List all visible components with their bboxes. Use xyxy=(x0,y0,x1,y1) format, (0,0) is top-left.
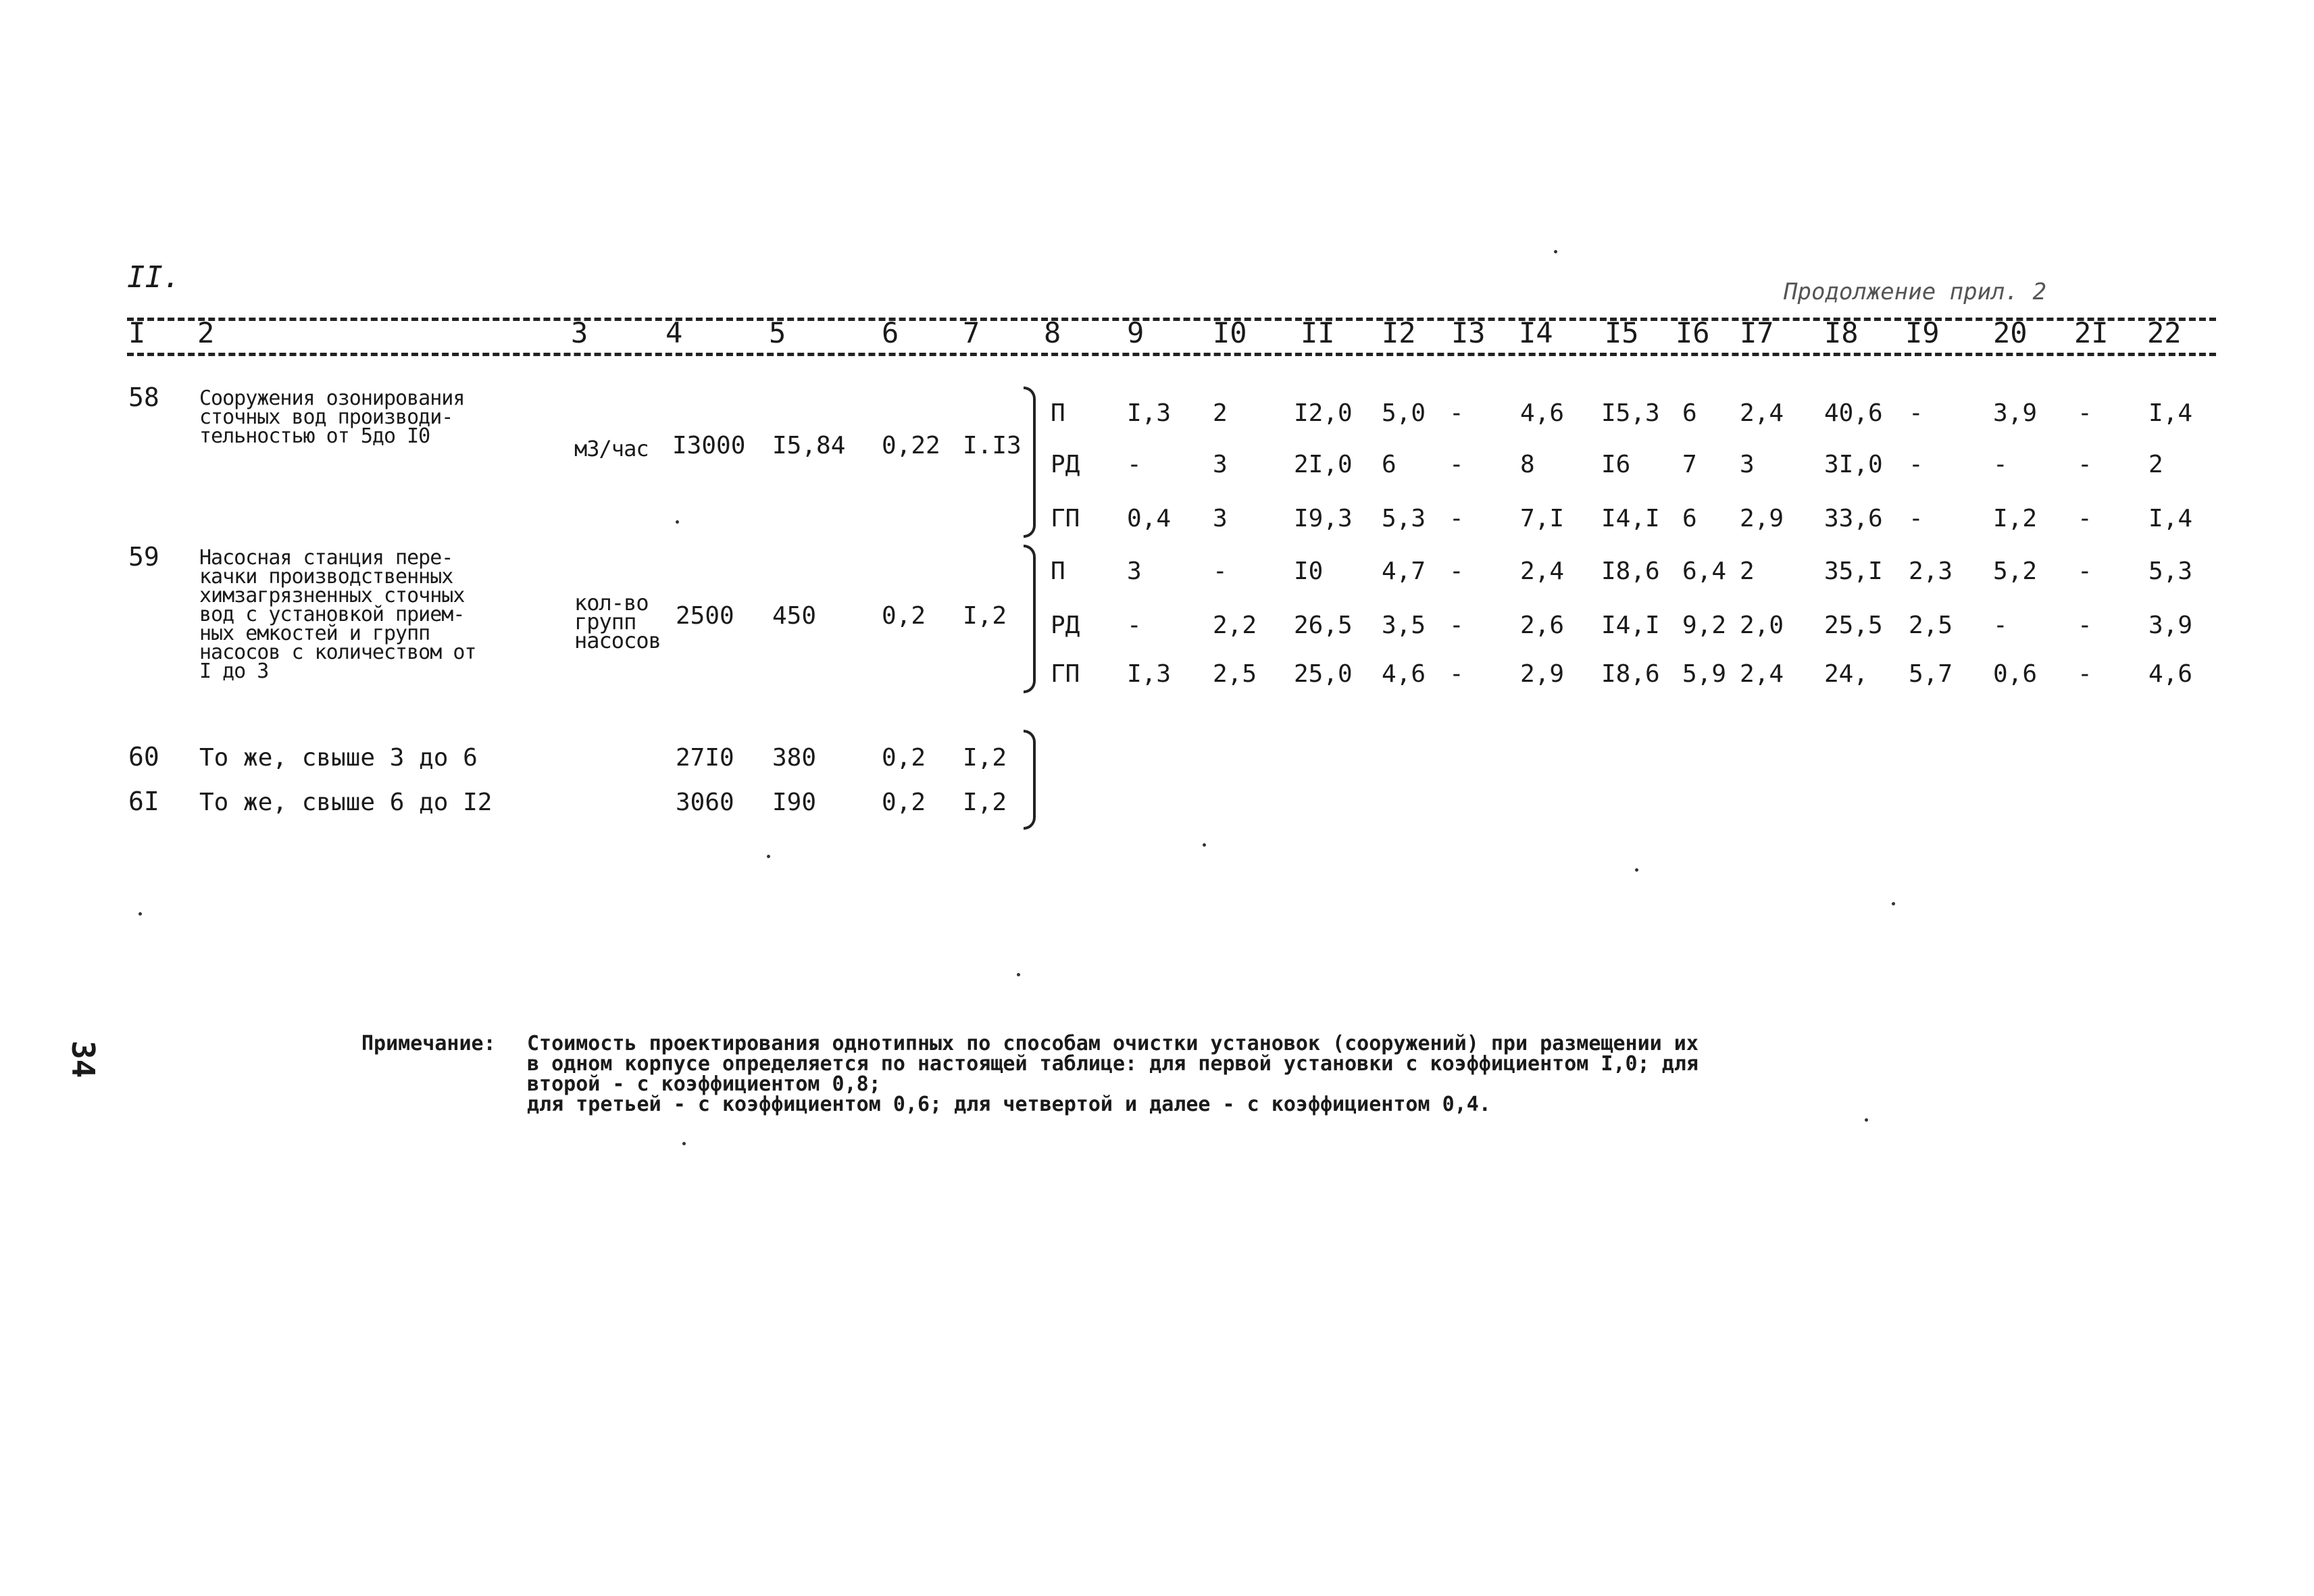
row-description: То же, свыше 3 до 6 xyxy=(199,744,478,772)
row-col4: 27I0 xyxy=(676,744,734,772)
row-col7: I,2 xyxy=(963,789,1007,816)
stage-value: 3I,0 xyxy=(1824,451,1883,478)
row-col4: 3060 xyxy=(676,789,734,816)
scan-speck xyxy=(1017,973,1020,976)
stage-value: 33,6 xyxy=(1824,505,1883,532)
column-number: 7 xyxy=(963,316,980,349)
column-number: I6 xyxy=(1676,316,1710,349)
row-col5: 380 xyxy=(772,744,817,772)
stage-value: - xyxy=(1993,451,2008,478)
stage-value: 2 xyxy=(1740,557,1755,585)
row-description: Насосная станция пере- качки производственных химзагрязненных сточных вод с установкой прием- ных емкостей и групп насосов с количеством от I до 3 xyxy=(199,546,476,683)
stage-value: 4,6 xyxy=(1382,660,1426,688)
side-page-number: 34 xyxy=(65,1041,101,1078)
stage-value: 2,5 xyxy=(1213,660,1257,688)
row-col6: 0,2 xyxy=(882,602,926,630)
stage-value: 2,4 xyxy=(1740,660,1784,688)
stage-label: П xyxy=(1051,399,1065,427)
stage-value: 25,0 xyxy=(1294,660,1353,688)
continuation-label: Продолжение прил. 2 xyxy=(1784,278,2046,305)
stage-value: 2I,0 xyxy=(1294,451,1353,478)
stage-value: 5,0 xyxy=(1382,399,1426,427)
stage-value: 2,6 xyxy=(1520,612,1565,639)
stage-value: 5,2 xyxy=(1993,557,2038,585)
stage-value: 2,5 xyxy=(1909,612,1953,639)
stage-value: 4,7 xyxy=(1382,557,1426,585)
stage-value: 2,3 xyxy=(1909,557,1953,585)
stage-value: 3,5 xyxy=(1382,612,1426,639)
stage-value: I4,I xyxy=(1601,612,1660,639)
stage-value: I5,3 xyxy=(1601,399,1660,427)
row-col7: I,2 xyxy=(963,602,1007,630)
row-col6: 0,22 xyxy=(882,432,940,459)
column-number: 3 xyxy=(571,316,588,349)
stage-value: 2 xyxy=(2148,451,2163,478)
stage-value: - xyxy=(1127,451,1142,478)
stage-value: 2,4 xyxy=(1520,557,1565,585)
column-number: II xyxy=(1301,316,1335,349)
column-number: 22 xyxy=(2147,316,2182,349)
stage-label: ГП xyxy=(1051,505,1080,532)
column-number: I0 xyxy=(1213,316,1247,349)
stage-value: 24, xyxy=(1824,660,1869,688)
stage-value: - xyxy=(2078,612,2092,639)
row-brace xyxy=(1024,386,1036,538)
column-number: 2 xyxy=(197,316,215,349)
column-number: I3 xyxy=(1451,316,1486,349)
stage-value: - xyxy=(1449,451,1464,478)
column-number: I2 xyxy=(1382,316,1416,349)
stage-value: I,4 xyxy=(2148,399,2193,427)
scan-speck xyxy=(682,1142,686,1145)
stage-value: 2,0 xyxy=(1740,612,1784,639)
scan-speck xyxy=(767,855,770,858)
scan-speck xyxy=(1554,250,1557,253)
scan-speck xyxy=(1635,868,1638,872)
row-unit: м3/час xyxy=(574,436,649,462)
stage-value: - xyxy=(2078,399,2092,427)
stage-value: 9,2 xyxy=(1682,612,1727,639)
stage-value: 40,6 xyxy=(1824,399,1883,427)
row-col6: 0,2 xyxy=(882,744,926,772)
stage-label: П xyxy=(1051,557,1065,585)
stage-value: - xyxy=(2078,660,2092,688)
stage-value: - xyxy=(1127,612,1142,639)
stage-value: 5,3 xyxy=(2148,557,2193,585)
column-number: I4 xyxy=(1519,316,1553,349)
column-number: I9 xyxy=(1905,316,1940,349)
stage-value: 3 xyxy=(1213,451,1228,478)
row-description: Сооружения озонирования сточных вод производи- тельностью от 5до I0 xyxy=(199,386,465,448)
stage-value: 2,9 xyxy=(1520,660,1565,688)
note-text: Стоимость проектирования однотипных по способам очистки установок (сооружений) при размещении их в одном корпусе определяется по настоящей таблице: для первой установки с коэффициентом I,0; для второй - с коэффициентом 0,8; для третьей - с коэффициентом 0,6; для четвертой и далее - с коэффициентом 0,4. xyxy=(527,1032,1699,1116)
stage-value: - xyxy=(2078,505,2092,532)
stage-value: I9,3 xyxy=(1294,505,1353,532)
scan-speck xyxy=(1865,1118,1868,1122)
stage-value: - xyxy=(1993,612,2008,639)
stage-value: 6 xyxy=(1682,399,1697,427)
stage-value: 3,9 xyxy=(2148,612,2193,639)
stage-value: - xyxy=(1909,399,1923,427)
row-number: 6I xyxy=(128,787,159,816)
row-col6: 0,2 xyxy=(882,789,926,816)
stage-value: 6 xyxy=(1682,505,1697,532)
row-description: То же, свыше 6 до I2 xyxy=(199,789,493,816)
stage-value: I4,I xyxy=(1601,505,1660,532)
column-number: 4 xyxy=(665,316,683,349)
stage-value: I8,6 xyxy=(1601,557,1660,585)
row-number: 60 xyxy=(128,742,159,772)
stage-value: I8,6 xyxy=(1601,660,1660,688)
column-number: 5 xyxy=(769,316,786,349)
row-col7: I,2 xyxy=(963,744,1007,772)
stage-value: - xyxy=(1909,505,1923,532)
stage-value: 7,I xyxy=(1520,505,1565,532)
stage-value: 2,2 xyxy=(1213,612,1257,639)
row-col5: I90 xyxy=(772,789,817,816)
stage-value: I6 xyxy=(1601,451,1631,478)
stage-value: 7 xyxy=(1682,451,1697,478)
stage-value: 5,7 xyxy=(1909,660,1953,688)
stage-value: I2,0 xyxy=(1294,399,1353,427)
scan-speck xyxy=(1892,902,1895,905)
column-number: 6 xyxy=(882,316,899,349)
stage-label: РД xyxy=(1051,612,1080,639)
column-number: 20 xyxy=(1993,316,2028,349)
stage-value: 3 xyxy=(1127,557,1142,585)
row-col5: 450 xyxy=(772,602,817,630)
scan-speck xyxy=(676,520,679,524)
row-brace xyxy=(1024,730,1036,830)
stage-value: 5,9 xyxy=(1682,660,1727,688)
stage-label: ГП xyxy=(1051,660,1080,688)
stage-value: - xyxy=(2078,451,2092,478)
column-number: I xyxy=(128,316,146,349)
stage-value: 35,I xyxy=(1824,557,1883,585)
row-col4: I3000 xyxy=(672,432,746,459)
stage-value: - xyxy=(1213,557,1228,585)
stage-value: - xyxy=(1449,557,1464,585)
column-number: I5 xyxy=(1605,316,1639,349)
stage-value: - xyxy=(1909,451,1923,478)
stage-value: 3,9 xyxy=(1993,399,2038,427)
stage-value: 3 xyxy=(1740,451,1755,478)
stage-value: 25,5 xyxy=(1824,612,1883,639)
scan-speck xyxy=(139,912,142,916)
stage-value: 8 xyxy=(1520,451,1535,478)
stage-value: I,2 xyxy=(1993,505,2038,532)
stage-value: 4,6 xyxy=(2148,660,2193,688)
stage-value: 26,5 xyxy=(1294,612,1353,639)
stage-value: 4,6 xyxy=(1520,399,1565,427)
stage-value: I0 xyxy=(1294,557,1324,585)
stage-value: I,3 xyxy=(1127,660,1172,688)
row-number: 59 xyxy=(128,542,159,572)
stage-value: - xyxy=(1449,612,1464,639)
row-col4: 2500 xyxy=(676,602,734,630)
stage-label: РД xyxy=(1051,451,1080,478)
stage-value: 2,9 xyxy=(1740,505,1784,532)
stage-value: 0,4 xyxy=(1127,505,1172,532)
stage-value: 2,4 xyxy=(1740,399,1784,427)
row-unit: кол-во групп насосов xyxy=(574,590,661,653)
header-dash-line xyxy=(127,353,2216,356)
row-col7: I.I3 xyxy=(963,432,1022,459)
note-label: Примечание: xyxy=(361,1032,496,1055)
header-dash-line xyxy=(127,318,2216,321)
stage-value: 5,3 xyxy=(1382,505,1426,532)
stage-value: 6,4 xyxy=(1682,557,1727,585)
column-number: 2I xyxy=(2074,316,2109,349)
stage-value: - xyxy=(1449,660,1464,688)
stage-value: 2 xyxy=(1213,399,1228,427)
row-brace xyxy=(1024,545,1036,693)
column-number: I8 xyxy=(1824,316,1859,349)
stage-value: 0,6 xyxy=(1993,660,2038,688)
column-number: I7 xyxy=(1740,316,1774,349)
stage-value: I,4 xyxy=(2148,505,2193,532)
stage-value: 6 xyxy=(1382,451,1397,478)
row-col5: I5,84 xyxy=(772,432,846,459)
stage-value: I,3 xyxy=(1127,399,1172,427)
stage-value: 3 xyxy=(1213,505,1228,532)
column-number: 9 xyxy=(1127,316,1145,349)
page-marker: II. xyxy=(127,260,181,295)
stage-value: - xyxy=(2078,557,2092,585)
scan-speck xyxy=(1203,843,1206,847)
row-number: 58 xyxy=(128,382,159,412)
stage-value: - xyxy=(1449,399,1464,427)
column-number: 8 xyxy=(1044,316,1061,349)
stage-value: - xyxy=(1449,505,1464,532)
